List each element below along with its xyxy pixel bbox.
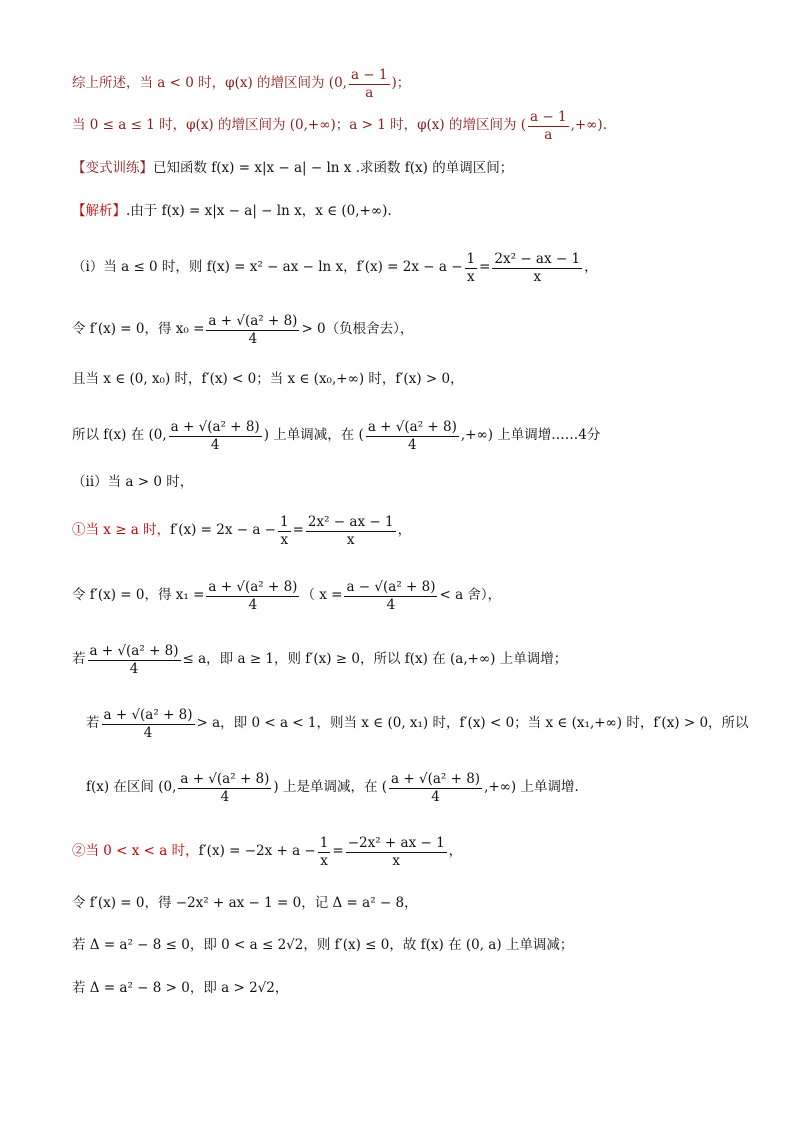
fraction-denominator: x: [392, 852, 400, 869]
fraction-numerator: 1: [466, 250, 476, 267]
text-run: 令 f′(x) = 0，得 x₁ =: [72, 587, 205, 604]
text-line-15: [72, 822, 774, 882]
text-run: 令 f′(x) = 0，得 −2x² + ax − 1 = 0，记 Δ = a² − 8，: [72, 895, 418, 912]
text-run: 且当 x ∈ (0, x₀) 时，f′(x) < 0；当 x ∈ (x₀,+∞) 时，f′(x) > 0，: [72, 371, 464, 388]
fraction: [169, 419, 262, 454]
fraction-denominator: a: [544, 126, 553, 143]
fraction-denominator: 4: [248, 330, 258, 347]
text-run: （ⅰ）当 a ≤ 0 时，则 f(x) = x² − ax − ln x，f′(x) = 2x − a −: [72, 259, 463, 276]
fraction-numerator: a + √(a² + 8): [208, 578, 298, 595]
fraction-denominator: 4: [210, 436, 220, 453]
fraction: [346, 835, 447, 870]
text-run: ，: [584, 259, 598, 276]
fraction-numerator: a + √(a² + 8): [208, 312, 298, 329]
fraction: [88, 643, 181, 678]
fraction-numerator: 2x² − ax − 1: [494, 250, 581, 267]
text-run: 【变式训练】: [72, 160, 153, 177]
text-line-4: [72, 182, 774, 242]
text-run: f′(x) = 2x − a −: [170, 522, 276, 539]
fraction-numerator: −2x² + ax − 1: [347, 834, 445, 851]
text-line-7: [72, 350, 774, 410]
text-run: 若: [72, 651, 86, 668]
text-run: f′(x) = −2x + a −: [198, 843, 316, 860]
fraction-denominator: 4: [431, 788, 440, 805]
text-line-10: [72, 501, 774, 561]
fraction: [306, 514, 396, 549]
text-run: < a 舍），: [439, 587, 502, 604]
text-run: 若 Δ = a² − 8 > 0，即 a > 2√2，: [72, 980, 289, 997]
fraction: [206, 313, 299, 348]
text-run: ,+∞) 上单调增.: [484, 779, 579, 796]
fraction-numerator: a + √(a² + 8): [391, 770, 481, 787]
fraction-numerator: a + √(a² + 8): [103, 706, 193, 723]
fraction-denominator: a: [365, 84, 374, 101]
text-run: .由于 f(x) = x|x − a| − ln x，x ∈ (0,+∞).: [126, 203, 392, 220]
text-line-12: [72, 630, 774, 690]
fraction-denominator: 4: [248, 596, 258, 613]
text-run: ②当 0 < x < a 时，: [72, 843, 199, 860]
text-run: ≤ a，即 a ≥ 1，则 f′(x) ≥ 0，所以 f(x) 在 (a,+∞) 上单调增；: [182, 651, 568, 668]
fraction: [465, 251, 478, 286]
fraction: [206, 579, 299, 614]
text-run: > a，即 0 < a < 1，则当 x ∈ (0, x₁) 时，f′(x) < 0；当 x ∈ (x₁,+∞) 时，f′(x) > 0，所以: [196, 715, 749, 732]
fraction-numerator: a − 1: [350, 66, 388, 83]
fraction-denominator: x: [467, 268, 475, 285]
fraction-denominator: 4: [129, 660, 139, 677]
text-run: 当 0 ≤ a ≤ 1 时，φ(x) 的增区间为 (0,+∞)；a > 1 时，φ(x) 的增区间为 (: [72, 117, 527, 134]
text-run: > 0（负根舍去），: [301, 321, 414, 338]
fraction-numerator: a − 1: [530, 108, 567, 125]
text-run: 令 f′(x) = 0，得 x₀ =: [72, 321, 205, 338]
fraction-denominator: x: [533, 268, 542, 285]
text-run: ①当 x ≥ a 时，: [72, 522, 171, 539]
text-run: ,+∞) 上单调增……4分: [460, 427, 601, 444]
fraction-numerator: 1: [319, 834, 329, 851]
text-run: 综上所述，当 a < 0 时，φ(x) 的增区间为 (0,: [72, 75, 347, 92]
fraction-denominator: 4: [386, 596, 396, 613]
fraction: [344, 579, 437, 614]
fraction-denominator: x: [320, 852, 328, 869]
fraction-denominator: 4: [143, 724, 153, 741]
text-line-5: [72, 238, 774, 298]
fraction-numerator: 1: [280, 513, 289, 530]
fraction-numerator: a + √(a² + 8): [89, 642, 179, 659]
text-run: f(x) 在区间 (0,: [86, 779, 177, 796]
fraction-numerator: 2x² − ax − 1: [307, 513, 394, 530]
text-run: （ x =: [301, 587, 343, 604]
fraction-numerator: a + √(a² + 8): [180, 770, 270, 787]
text-line-13: [86, 694, 774, 754]
text-line-14: [86, 758, 774, 818]
fraction: [366, 419, 459, 454]
text-run: =: [292, 522, 304, 539]
text-run: 若 Δ = a² − 8 ≤ 0，即 0 < a ≤ 2√2，则 f′(x) ≤ 0，故 f(x) 在 (0, a) 上单调减；: [72, 937, 574, 954]
fraction: [178, 771, 271, 806]
text-line-18: [72, 959, 774, 1019]
text-run: =: [479, 259, 491, 276]
text-run: 若: [86, 715, 100, 732]
fraction-denominator: x: [346, 531, 355, 548]
text-line-11: [72, 566, 774, 626]
fraction-denominator: x: [280, 531, 289, 548]
text-run: ，: [448, 843, 463, 860]
fraction: [278, 514, 291, 549]
text-run: （ⅱ）当 a > 0 时，: [72, 474, 194, 491]
text-run: 已知函数 f(x) = x|x − a| − ln x .求函数 f(x) 的单调区间；: [153, 160, 514, 177]
fraction-numerator: a + √(a² + 8): [170, 418, 260, 435]
text-run: ,+∞).: [570, 117, 607, 134]
fraction-denominator: 4: [220, 788, 230, 805]
text-run: )；: [391, 75, 411, 92]
fraction: [389, 771, 482, 806]
fraction-denominator: 4: [408, 436, 417, 453]
text-run: ，: [397, 522, 412, 539]
fraction: [492, 251, 582, 286]
text-run: 【解析】: [72, 203, 126, 220]
text-run: ) 上单调减，在 (: [263, 427, 364, 444]
fraction-numerator: a + √(a² + 8): [367, 418, 457, 435]
fraction: [102, 707, 195, 742]
text-run: =: [332, 843, 344, 860]
fraction: [318, 835, 331, 870]
text-run: 所以 f(x) 在 (0,: [72, 427, 167, 444]
text-run: ) 上是单调减，在 (: [273, 779, 388, 796]
fraction-numerator: a − √(a² + 8): [346, 578, 436, 595]
